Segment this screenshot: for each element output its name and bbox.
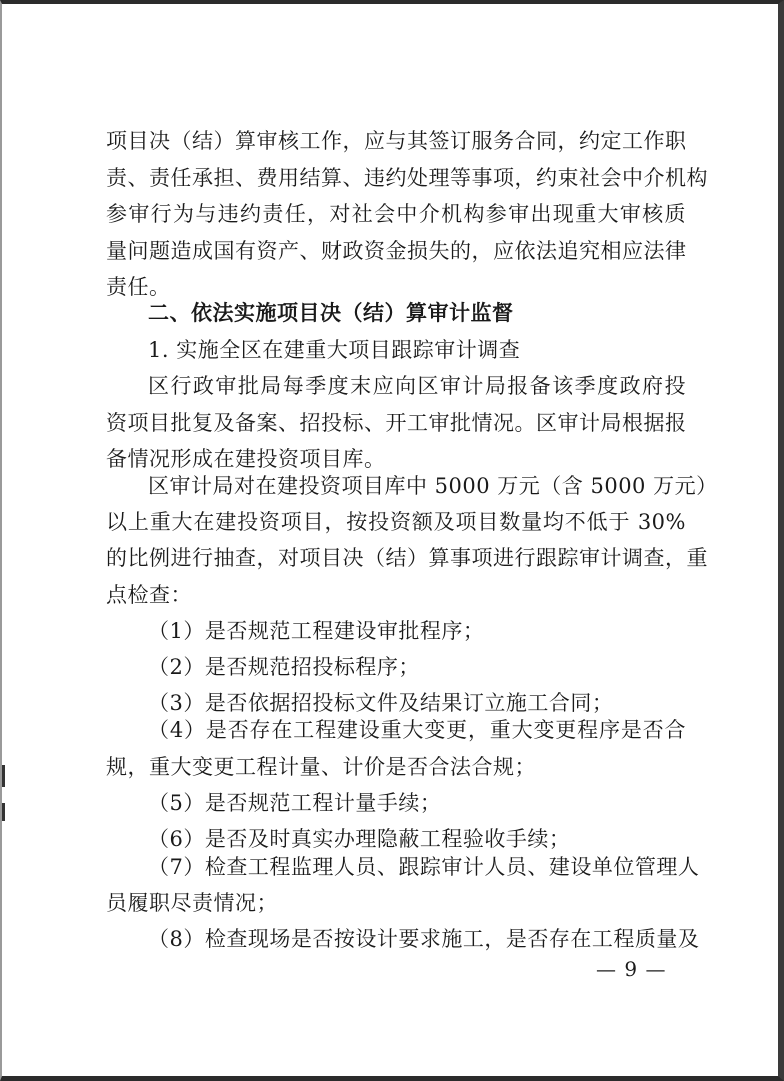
paragraph-2-line-2: 资项目批复及备案、招投标、开工审批情况。区审计局根据报	[106, 411, 687, 435]
scan-edge-mark	[2, 803, 5, 821]
paragraph-1-line-3: 参审行为与违约责任，对社会中介机构参审出现重大审核质	[106, 202, 686, 226]
paragraph-3-line-3: 的比例进行抽查，对项目决（结）算事项进行跟踪审计调查，重	[106, 546, 708, 570]
checklist-item-6: （6）是否及时真实办理隐蔽工程验收手续；	[148, 827, 571, 851]
page-number: — 9 —	[596, 957, 667, 981]
paragraph-3-line-2: 以上重大在建投资项目，按投资额及项目数量均不低于 30%	[106, 510, 686, 534]
checklist-item-7-line-2: 员履职尽责情况；	[106, 891, 278, 915]
checklist-item-1: （1）是否规范工程建设审批程序；	[148, 619, 485, 643]
paragraph-2-line-1: 区行政审批局每季度末应向区审计局报备该季度政府投	[148, 374, 686, 398]
checklist-item-7-line-1: （7）检查工程监理人员、跟踪审计人员、建设单位管理人	[148, 855, 700, 879]
paragraph-1-line-4: 量问题造成国有资产、财政资金损失的，应依法追究相应法律	[106, 239, 687, 263]
checklist-item-4-line-2: 规，重大变更工程计量、计价是否合法合规；	[106, 755, 536, 779]
checklist-item-3: （3）是否依据招投标文件及结果订立施工合同；	[148, 691, 614, 715]
paragraph-1-line-2: 责、责任承担、费用结算、违约处理等事项，约束社会中介机构	[106, 166, 708, 190]
checklist-item-4-line-1: （4）是否存在工程建设重大变更，重大变更程序是否合	[148, 718, 686, 742]
checklist-item-5: （5）是否规范工程计量手续；	[148, 791, 442, 815]
subsection-heading: 1. 实施全区在建重大项目跟踪审计调查	[148, 338, 521, 362]
section-heading: 二、依法实施项目决（结）算审计监督	[148, 301, 514, 325]
paragraph-2-line-3: 备情况形成在建投资项目库。	[106, 447, 386, 471]
paragraph-3-line-4: 点检查：	[106, 583, 192, 607]
checklist-item-2: （2）是否规范招投标程序；	[148, 655, 420, 679]
paragraph-1-line-1: 项目决（结）算审核工作，应与其签订服务合同，约定工作职	[106, 129, 687, 153]
scan-edge-mark	[2, 765, 5, 787]
paragraph-3-line-1: 区审计局对在建投资项目库中 5000 万元（含 5000 万元）	[148, 474, 718, 498]
paragraph-1-line-5: 责任。	[106, 275, 171, 299]
checklist-item-8-line-1: （8）检查现场是否按设计要求施工，是否存在工程质量及	[148, 927, 700, 951]
